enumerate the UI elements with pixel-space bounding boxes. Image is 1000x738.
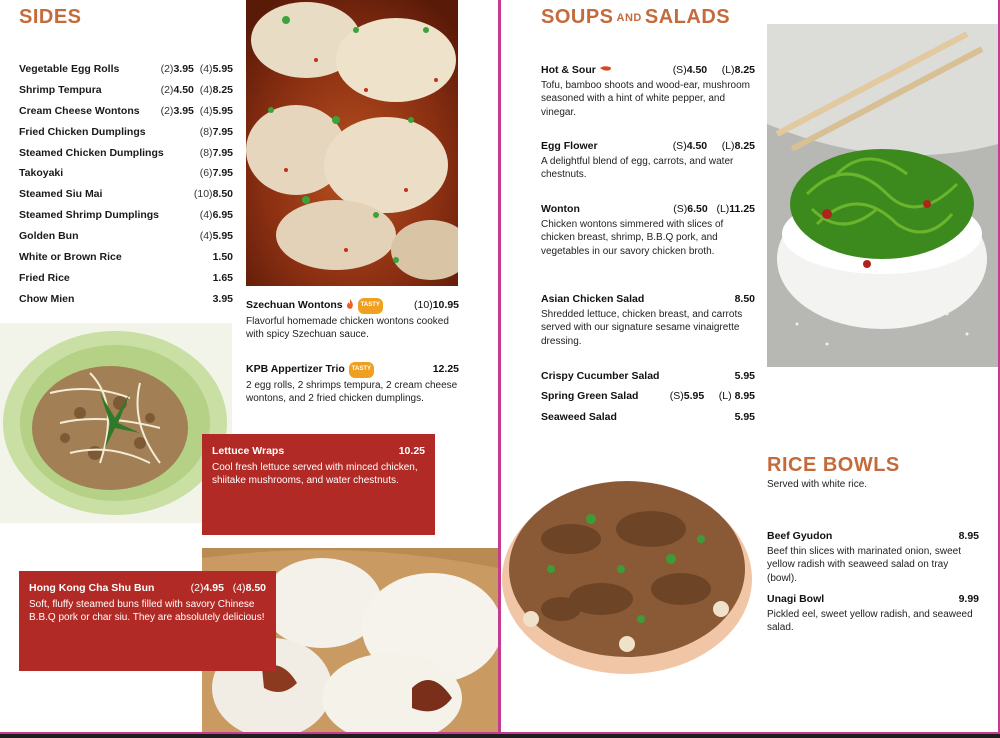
sides-item [19,188,233,209]
item-desc: Shredded lettuce, chicken breast, and carrots served with our signature sesame vinaigrette dressing. [541,308,743,347]
sides-list [19,63,233,314]
item-qty: (S) [672,140,687,152]
kpb-trio-item [246,362,459,406]
item-price: 5.95 [734,411,755,423]
item-desc: Pickled eel, sweet yellow radish, and seaweed salad. [767,608,973,634]
item-price-value: 6.95 [212,209,233,222]
item-name: Cream Cheese Wontons [19,104,140,117]
item-price-value: 3.95 [173,104,194,117]
item-desc: 2 egg rolls, 2 shrimps tempura, 2 cream cheese wontons, and 2 fried chicken dumplings. [246,379,458,405]
item-qty: (S) [669,390,684,402]
item-name: Crispy Cucumber Salad [541,370,660,382]
item-price [200,230,233,242]
item-price: 8.50 [245,582,266,594]
item-qty: (8) [199,125,213,138]
item-price: 11.25 [729,203,755,215]
egg-flower-item [541,140,755,182]
item-price-value: 5.95 [212,104,233,117]
item-price-value: 4.50 [173,83,194,96]
item-qty: (4) [199,83,213,96]
item-price-value: 8.50 [212,188,233,201]
item-qty: (S) [672,64,687,76]
item-name: Golden Bun [19,230,79,243]
item-name: Wonton [541,203,580,215]
tasty-badge: TASTY [358,298,383,314]
item-price: 10.25 [398,445,425,457]
item-name: Steamed Shrimp Dumplings [19,209,160,222]
sides-item [19,167,233,188]
item-price: 9.99 [958,593,979,605]
item-name: Spring Green Salad [541,390,639,402]
item-desc: Tofu, bamboo shoots and wood-ear, mushroom seasoned with a hint of white pepper, and vinegar. [541,79,751,118]
item-name: Hot & Sour [541,64,596,76]
seaweed-salad-photo [767,24,998,367]
item-price: 8.95 [958,530,979,542]
item-qty: (4) [232,582,246,594]
item-price: 4.50 [686,64,708,76]
item-qty: (2) [160,83,174,96]
item-price [161,84,233,96]
title-part: SALADS [644,6,731,28]
title-part: SOUPS [541,6,614,28]
beef-gyudon-photo [501,459,753,674]
item-name: Asian Chicken Salad [541,293,645,305]
szechuan-wontons-item [246,298,459,342]
beef-gyudon-item [767,530,979,585]
item-qty: (L) [721,140,735,152]
tasty-badge: TASTY [349,362,374,378]
item-qty: (10) [193,188,213,201]
item-price: 5.95 [683,390,705,402]
item-name: Fried Chicken Dumplings [19,125,146,138]
item-qty: (L) [718,390,732,402]
title-amp: AND [616,11,642,24]
item-qty: (S) [673,203,688,215]
item-price: 4.50 [686,140,708,152]
item-name: White or Brown Rice [19,251,122,264]
item-name: Vegetable Egg Rolls [19,63,120,75]
item-price-value: 3.95 [173,63,194,75]
item-price [194,188,233,200]
item-desc: Soft, fluffy steamed buns filled with savory Chinese B.B.Q pork or char siu. They are absolutely delicious! [29,598,265,624]
item-price-value: 1.65 [212,271,233,284]
sides-item [19,126,233,147]
spring-green-item [541,390,755,405]
item-qty: (4) [199,104,213,117]
rice-bowls-subtitle: Served with white rice. [767,479,868,490]
item-name: Shrimp Tempura [19,83,102,96]
item-price: 6.50 [687,203,708,215]
item-price-value: 7.95 [212,146,233,159]
item-name: KPB Appertizer Trio [246,363,345,375]
item-qty: (2) [160,63,174,75]
item-price [213,272,233,284]
item-name: Egg Flower [541,140,598,152]
sides-item [19,251,233,272]
item-name: Takoyaki [19,167,64,180]
item-desc: A delightful blend of egg, carrots, and water chestnuts. [541,155,734,181]
item-price: 5.95 [734,370,755,382]
item-price-value: 7.95 [212,125,233,138]
item-qty: (6) [199,167,213,180]
sides-item [19,105,233,126]
item-price [200,167,233,179]
item-desc: Beef thin slices with marinated onion, sweet yellow radish with seaweed salad on tray (bowl). [767,545,961,584]
szechuan-wontons-photo [246,0,458,286]
lettuce-wraps-box [202,434,435,535]
sides-item [19,147,233,168]
item-price: 8.25 [734,64,755,76]
lettuce-wraps-photo [0,323,232,523]
item-price [161,105,233,117]
item-name: Steamed Chicken Dumplings [19,146,164,159]
item-qty: (2) [190,582,204,594]
item-price: 10.95 [432,299,459,311]
item-price: 8.25 [734,140,755,152]
item-price [161,63,233,75]
soups-salads-title [541,6,730,29]
pepper-icon [600,65,612,72]
item-name: Unagi Bowl [767,593,825,605]
item-price-value: 1.50 [212,251,233,264]
sides-item [19,209,233,230]
sides-item [19,84,233,105]
item-qty: (4) [199,209,213,222]
sides-item [19,63,233,84]
asian-chicken-salad-item [541,293,755,348]
sides-item [19,230,233,251]
item-desc: Chicken wontons simmered with slices of chicken breast, shrimp, B.B.Q pork, and vegetables in our savory chicken broth. [541,218,724,257]
item-name: Lettuce Wraps [212,445,285,457]
wonton-item [541,203,755,258]
cha-shu-bun-box [19,571,276,671]
item-qty: (L) [716,203,730,215]
item-price [213,251,233,263]
item-price: 4.95 [203,582,224,594]
item-qty: (10) [414,299,433,311]
item-price-value: 5.95 [212,63,233,75]
item-desc: Flavorful homemade chicken wontons cooked with spicy Szechuan sauce. [246,315,449,341]
item-name: Szechuan Wontons [246,299,343,311]
unagi-bowl-item [767,593,979,635]
sides-title: SIDES [19,6,82,28]
binding-edge [0,732,1000,738]
crispy-cucumber-item [541,370,755,385]
item-price: 8.50 [734,293,755,305]
item-price [200,209,233,221]
item-name: Hong Kong Cha Shu Bun [29,582,155,594]
item-name: Fried Rice [19,271,70,284]
item-price [200,147,233,159]
item-name: Steamed Siu Mai [19,188,103,201]
item-price-value: 7.95 [212,167,233,180]
flame-icon [346,299,354,309]
item-price: 12.25 [432,363,459,375]
item-qty: (4) [199,63,213,75]
item-price-value: 8.25 [212,83,233,96]
item-name: Seaweed Salad [541,411,617,423]
item-qty: (8) [199,146,213,159]
hot-sour-item [541,64,755,119]
item-price: 8.95 [734,390,755,402]
rice-bowls-title: RICE BOWLS [767,454,900,476]
seaweed-salad-item [541,411,755,426]
item-name: Beef Gyudon [767,530,833,542]
sides-item [19,293,233,314]
item-desc: Cool fresh lettuce served with minced chicken, shiitake mushrooms, and water chestnuts. [212,461,418,487]
sides-item [19,272,233,293]
item-price [200,126,233,138]
item-qty: (2) [160,104,174,117]
item-price-value: 5.95 [212,230,233,243]
item-price [213,293,233,305]
item-qty: (L) [721,64,735,76]
item-qty: (4) [199,230,213,243]
item-price-value: 3.95 [212,292,233,305]
item-name: Chow Mien [19,292,75,305]
